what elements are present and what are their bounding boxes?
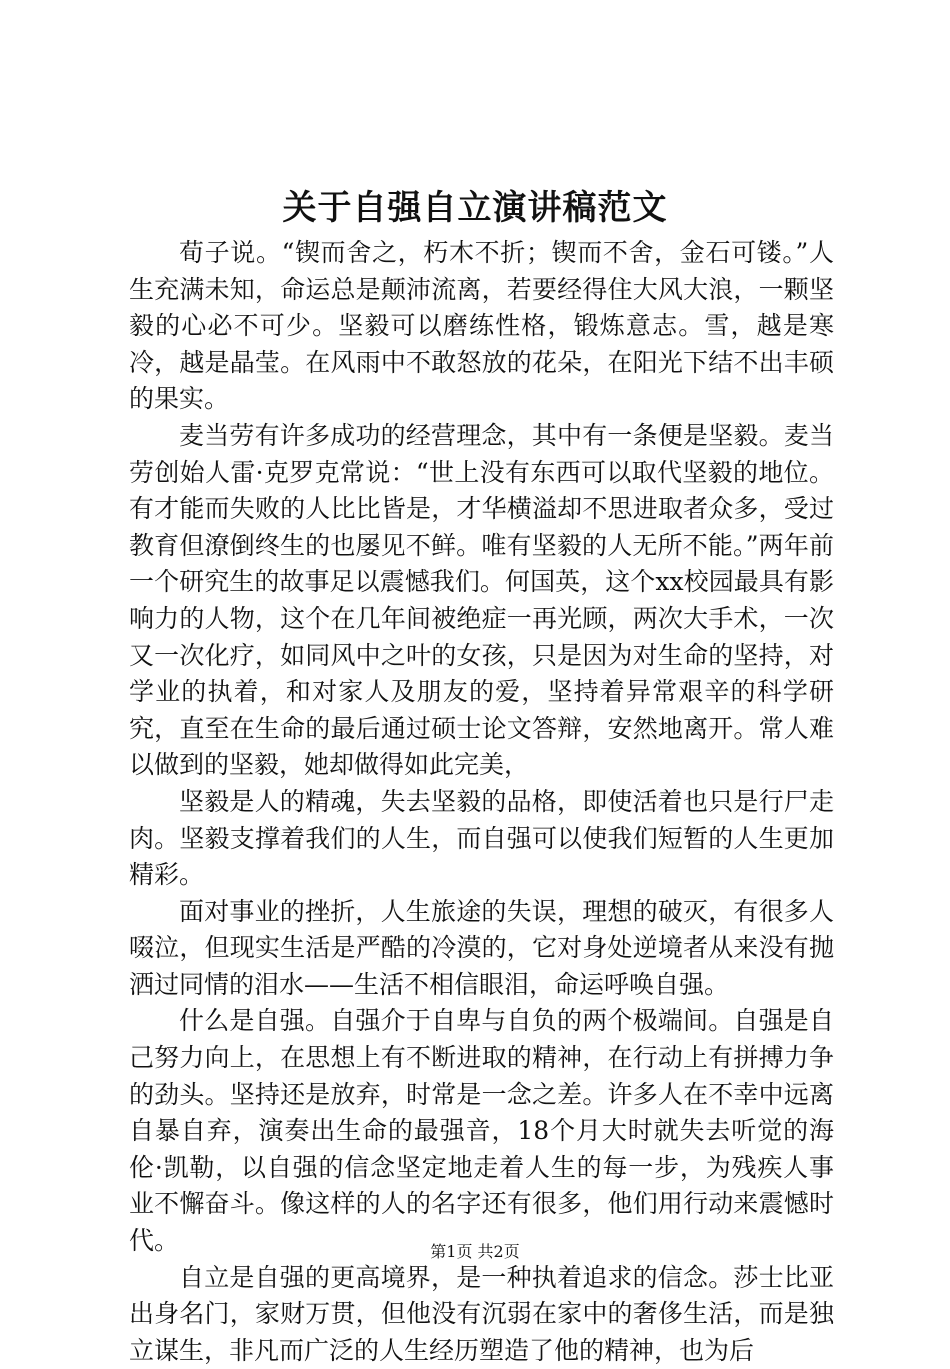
- paragraph: 坚毅是人的精魂，失去坚毅的品格，即使活着也只是行尸走肉。坚毅支撑着我们的人生，而自强可以使我们短暂的人生更加精彩。: [129, 786, 834, 890]
- paragraph: 自立是自强的更高境界，是一种执着追求的信念。莎士比亚出身名门，家财万贯，但他没有沉弱在家中的奢侈生活，而是独立谋生，非凡而广泛的人生经历塑造了他的精神，也为后: [129, 1262, 834, 1365]
- paragraph: 麦当劳有许多成功的经营理念，其中有一条便是坚毅。麦当劳创始人雷·克罗克常说：“世上没有东西可以取代坚毅的地位。有才能而失败的人比比皆是，才华横溢却不思进取者众多，受过教育但潦倒终生的也屡见不鲜。唯有坚毅的人无所不能。”两年前一个研究生的故事足以震憾我们。何国英，这个xx校园最具有影响力的人物，这个在几年间被绝症一再光顾，两次大手术，一次又一次化疗，如同风中之叶的女孩，只是因为对生命的坚持，对学业的执着，和对家人及朋友的爱，坚持着异常艰辛的科学研究，直至在生命的最后通过硕士论文答辩，安然地离开。常人难以做到的坚毅，她却做得如此完美，: [129, 420, 834, 780]
- document-title: 关于自强自立演讲稿范文: [282, 188, 668, 228]
- paragraph: 什么是自强。自强介于自卑与自负的两个极端间。自强是自己努力向上，在思想上有不断进取的精神，在行动上有拼搏力争的劲头。坚持还是放弃，时常是一念之差。许多人在不幸中远离自暴自弃，演奏出生命的最强音，18个月大时就失去听觉的海伦·凯勒，以自强的信念坚定地走着人生的每一步，为残疾人事业不懈奋斗。像这样的人的名字还有很多，他们用行动来震憾时代。: [129, 1006, 834, 1256]
- document-body: [129, 235, 834, 1369]
- page-number-footer: 第1页 共2页: [430, 1242, 520, 1261]
- paragraph: 荀子说。“锲而舍之，朽木不折；锲而不舍，金石可镂。”人生充满未知，命运总是颠沛流离，若要经得住大风大浪，一颗坚毅的心必不可少。坚毅可以磨练性格，锻炼意志。雪，越是寒冷，越是晶莹。在风雨中不敢怒放的花朵，在阳光下结不出丰硕的果实。: [129, 238, 834, 414]
- paragraph: 面对事业的挫折，人生旅途的失误，理想的破灭，有很多人啜泣，但现实生活是严酷的冷漠的，它对身处逆境者从来没有抛洒过同情的泪水——生活不相信眼泪，命运呼唤自强。: [129, 896, 834, 999]
